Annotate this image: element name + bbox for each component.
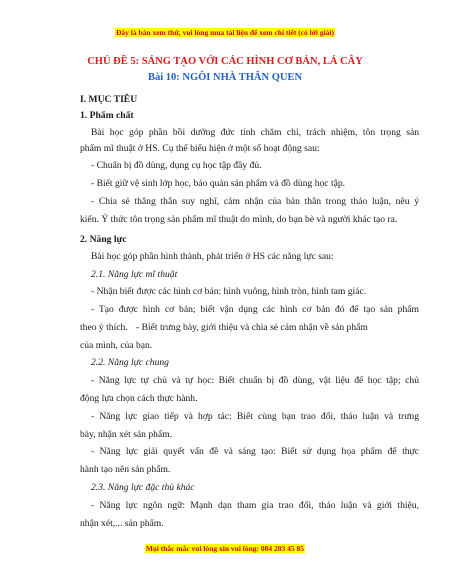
art-competency-bullet: - Biết trưng bày, giới thiệu và chia sẻ cảm nhận về sản phẩm xyxy=(136,322,368,333)
qualities-bullet: - Chuẩn bị đồ dùng, dụng cụ học tập đầy đủ. xyxy=(91,160,262,171)
general-competency-bullet-continued: bày, nhận xét sản phẩm. xyxy=(80,429,173,440)
qualities-bullet-continued: kiến. Ý thức tôn trọng sản phẩm mĩ thuật do mình, do bạn bè và người khác tạo ra. xyxy=(80,214,398,225)
general-competency-bullet: - Năng lực giải quyết vấn đề và sáng tạo: Biết sử dụng họa phẩm để thực xyxy=(91,446,419,457)
subsection-heading-qualities: 1. Phẩm chất xyxy=(80,110,134,121)
subsection-heading-competencies: 2. Năng lực xyxy=(80,234,127,245)
contact-notice-text: Mọi thắc mắc vui lòng xin vui lòng: 084 283 45 85 xyxy=(145,544,305,553)
qualities-bullet: - Biết giữ vệ sinh lớp học, bảo quản sản phẩm và đồ dùng học tập. xyxy=(91,178,346,189)
lesson-title: Bài 10: NGÔI NHÀ THÂN QUEN xyxy=(147,72,303,83)
specific-competency-bullet: - Năng lực ngôn ngữ: Mạnh dạn tham gia trao đổi, thảo luận và giới thiệu, xyxy=(91,500,419,511)
art-competency-bullet-continued: theo ý thích. xyxy=(80,322,128,333)
qualities-intro-line-2: phẩm mĩ thuật ở HS. Cụ thể biểu hiện ở một số hoạt động sau: xyxy=(80,143,320,154)
specific-competency-bullet-continued: nhận xét,... sản phẩm. xyxy=(80,518,164,529)
competencies-intro: Bài học góp phần hình thành, phát triển ở HS các năng lực sau: xyxy=(91,251,334,262)
art-competency-heading: 2.1. Năng lực mĩ thuật xyxy=(91,269,178,280)
general-competency-bullet: - Năng lực giao tiếp và hợp tác: Biết cùng bạn trao đổi, thảo luận và trưng xyxy=(91,411,419,422)
qualities-intro-line-1: Bài học góp phần bồi dưỡng đức tính chăm chỉ, trách nhiệm, tôn trọng sản xyxy=(91,127,419,138)
general-competency-heading: 2.2. Năng lực chung xyxy=(91,357,169,368)
art-competency-bullet: - Tạo được hình cơ bản; biết vận dụng các hình cơ bản đó để tạo sản phẩm xyxy=(91,304,419,315)
chapter-title: CHỦ ĐỀ 5: SÁNG TẠO VỚI CÁC HÌNH CƠ BẢN, LÁ CÂY xyxy=(87,56,363,67)
art-competency-bullet-continued: của mình, của bạn. xyxy=(80,340,153,351)
contact-notice-banner xyxy=(0,544,450,553)
general-competency-bullet-continued: động lựa chọn cách thực hành. xyxy=(80,393,198,404)
art-competency-bullet: - Nhận biết được các hình cơ bản: hình vuông, hình tròn, hình tam giác. xyxy=(91,286,367,297)
specific-competency-heading: 2.3. Năng lực đặc thù khác xyxy=(91,482,195,493)
general-competency-bullet: - Năng lực tự chủ và tự học: Biết chuẩn bị đồ dùng, vật liệu để học tập; chủ xyxy=(91,375,419,386)
general-competency-bullet-continued: hành tạo nên sản phẩm. xyxy=(80,464,171,475)
qualities-bullet: - Chia sẻ thẳng thắn suy nghĩ, cảm nhận của bản thân trong thảo luận, nêu ý xyxy=(91,196,419,207)
preview-notice-banner xyxy=(0,28,450,37)
preview-notice-text: Đây là bản xem thử, vui lòng mua tài liệu để xem chi tiết (có lời giải) xyxy=(115,28,335,37)
section-heading-objectives: I. MỤC TIÊU xyxy=(80,94,138,105)
